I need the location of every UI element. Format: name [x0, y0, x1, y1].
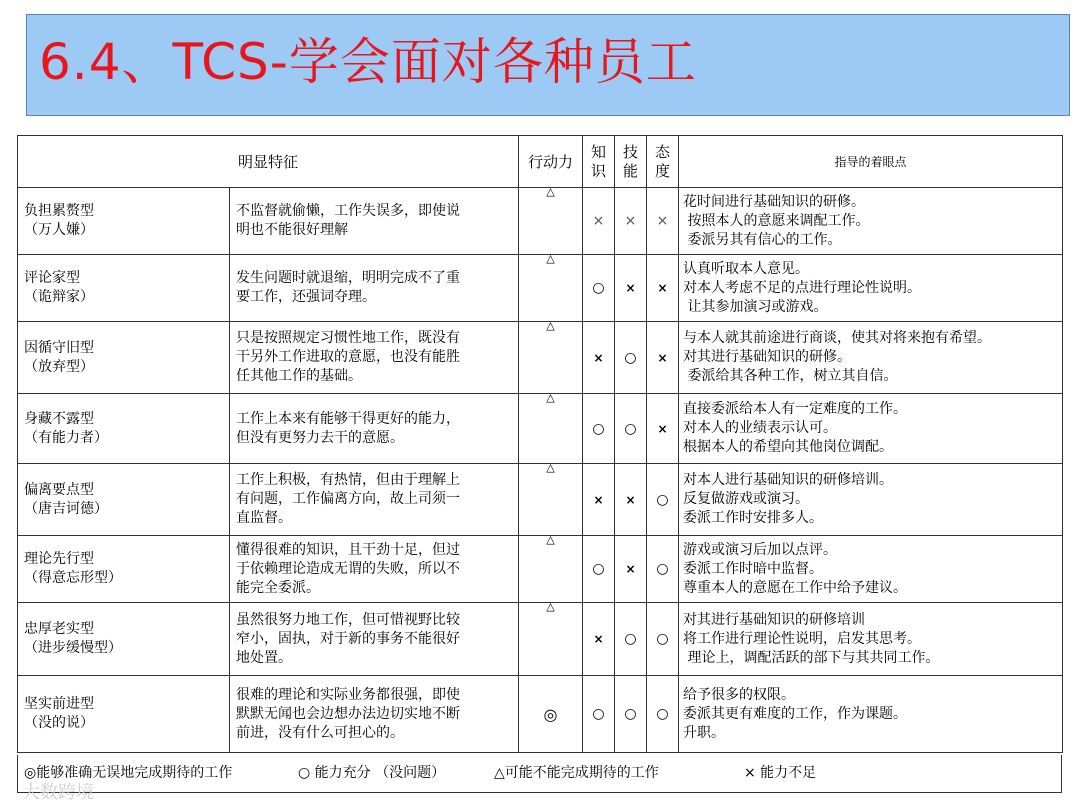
legend-cross: × 能力不足: [744, 765, 817, 781]
table-row: [18, 464, 1063, 536]
header-feature: 明显特征: [18, 136, 519, 188]
guidance-line: 委派工作时暗中监督。: [683, 560, 824, 577]
header-guide: 指导的着眼点: [679, 136, 1063, 188]
employee-type-name: 偏离要点型: [24, 481, 94, 498]
feature-line: 直监督。: [236, 510, 292, 526]
feature-line: 前进，没有什么可担心的。: [236, 724, 404, 741]
table-row: [18, 255, 1063, 322]
employee-type-name: 坚实前进型: [24, 696, 94, 712]
watermark: 大数跨境: [22, 782, 94, 803]
guidance-line: 升职。: [683, 724, 726, 741]
header-knowledge: 知识: [583, 136, 615, 188]
guidance-line: 对本人进行基础知识的研修培训。: [683, 472, 894, 488]
feature-description: [230, 322, 519, 394]
feature-description: [230, 464, 519, 536]
action-mark-cell: [519, 185, 583, 255]
employee-type-alias: （万人嫌）: [24, 222, 94, 238]
legend-circle: ○ 能力充分 （没问题）: [298, 765, 446, 781]
employee-type-cell: [18, 603, 230, 676]
employee-type-name: 身藏不露型: [24, 410, 94, 427]
guidance-line: 委派其更有难度的工作，作为课题。: [683, 705, 908, 722]
feature-line: 发生问题时就退缩，明明完成不了重: [236, 270, 460, 286]
action-mark-cell: [519, 600, 583, 676]
feature-line: 明也不能很好理解: [236, 222, 348, 238]
skill-mark: ○: [615, 322, 647, 394]
action-mark: △: [546, 533, 555, 546]
skill-mark: ○: [615, 676, 647, 753]
feature-line: 默默无闻也会边想办法边切实地不断: [236, 705, 460, 722]
guidance-line: 将工作进行理论性说明，启发其思考。: [683, 630, 922, 647]
action-mark: △: [546, 185, 555, 198]
skill-mark: ○: [615, 603, 647, 676]
feature-line: 虽然很努力地工作，但可惜视野比较: [236, 611, 460, 628]
guidance-line: 根据本人的希望向其他岗位调配。: [683, 439, 894, 455]
knowledge-mark: ×: [583, 603, 615, 676]
knowledge-mark: ○: [583, 536, 615, 603]
action-mark-cell: [519, 252, 583, 322]
header-skill: 技能: [615, 136, 647, 188]
action-mark-cell: [519, 319, 583, 394]
guidance-cell: [679, 394, 1063, 464]
guidance-line: 直接委派给本人有一定难度的工作。: [683, 401, 908, 417]
table-header-row: [18, 136, 1063, 188]
skill-mark: ×: [615, 536, 647, 603]
employee-type-alias: （有能力者）: [24, 429, 108, 446]
employee-type-cell: [18, 676, 230, 753]
feature-line: 很难的理论和实际业务都很强，即使: [236, 686, 460, 703]
employee-type-cell: [18, 255, 230, 322]
legend: [17, 755, 1062, 793]
employee-type-cell: [18, 394, 230, 464]
action-mark: ◎: [543, 704, 558, 724]
guidance-line: 尊重本人的意愿在工作中给予建议。: [683, 579, 908, 596]
action-mark: △: [546, 391, 555, 404]
guidance-line: 理论上，调配活跃的部下与其共同工作。: [683, 649, 940, 666]
table-row: [18, 676, 1063, 753]
action-mark: △: [546, 461, 555, 474]
skill-mark: ×: [615, 188, 647, 255]
table-body: [18, 185, 1063, 753]
employee-type-name: 忠厚老实型: [24, 621, 94, 637]
knowledge-mark: ○: [583, 255, 615, 322]
employee-type-name: 理论先行型: [24, 551, 94, 567]
guidance-cell: [679, 188, 1063, 255]
header-action: 行动力: [519, 136, 583, 188]
feature-description: [230, 676, 519, 753]
guidance-line: 按照本人的意愿来调配工作。: [683, 212, 870, 229]
knowledge-mark: ×: [583, 188, 615, 255]
action-mark-cell: [519, 391, 583, 464]
employee-type-alias: （没的说）: [24, 715, 94, 731]
header-attitude: 态度: [647, 136, 679, 188]
knowledge-mark: ×: [583, 464, 615, 536]
table-row: [18, 322, 1063, 394]
employee-type-alias: （唐吉诃德）: [24, 500, 108, 517]
feature-line: 于依赖理论造成无谓的失败，所以不: [236, 560, 460, 577]
feature-line: 工作上本来有能够干得更好的能力，: [236, 410, 460, 427]
feature-line: 地处置。: [236, 649, 292, 666]
guidance-cell: [679, 255, 1063, 322]
table-row: [18, 394, 1063, 464]
feature-line: 任其他工作的基础。: [236, 368, 362, 384]
feature-description: [230, 188, 519, 255]
skill-mark: ○: [615, 394, 647, 464]
guidance-line: 对其进行基础知识的研修培训: [683, 611, 866, 628]
guidance-line: 认真听取本人意见。: [683, 260, 810, 277]
attitude-mark: ×: [647, 255, 679, 322]
guidance-cell: [679, 603, 1063, 676]
knowledge-mark: ○: [583, 676, 615, 753]
guidance-line: 花时间进行基础知识的研修。: [683, 193, 866, 210]
table-row: [18, 188, 1063, 255]
attitude-mark: ○: [647, 676, 679, 753]
employee-type-alias: （放弃型）: [24, 358, 94, 375]
guidance-line: 反复做游戏或演习。: [683, 491, 810, 507]
attitude-mark: ×: [647, 188, 679, 255]
feature-description: [230, 536, 519, 603]
table-row: [18, 536, 1063, 603]
guidance-line: 与本人就其前途进行商谈，使其对将来抱有希望。: [683, 330, 992, 346]
employee-types-table: [17, 135, 1063, 753]
feature-description: [230, 255, 519, 322]
feature-line: 窄小，固执，对于新的事务不能很好: [236, 630, 460, 647]
guidance-cell: [679, 322, 1063, 394]
guidance-line: 让其参加演习或游戏。: [683, 298, 828, 315]
guidance-cell: [679, 464, 1063, 536]
guidance-line: 对其进行基础知识的研修。: [683, 349, 852, 365]
employee-type-alias: （进步缓慢型）: [24, 640, 122, 656]
action-mark: △: [546, 600, 555, 613]
title-banner: [26, 14, 1070, 116]
feature-line: 工作上积极，有热情，但由于理解上: [236, 472, 460, 488]
action-mark-cell: [519, 676, 583, 753]
attitude-mark: ○: [647, 603, 679, 676]
guidance-cell: [679, 676, 1063, 753]
guidance-line: 给予很多的权限。: [683, 686, 796, 703]
feature-description: [230, 603, 519, 676]
feature-description: [230, 394, 519, 464]
employee-type-cell: [18, 188, 230, 255]
guidance-cell: [679, 536, 1063, 603]
feature-line: 但没有更努力去干的意愿。: [236, 429, 404, 446]
employee-type-name: 负担累赘型: [24, 203, 94, 219]
action-mark-cell: [519, 533, 583, 603]
knowledge-mark: ×: [583, 322, 615, 394]
guidance-line: 委派给其各种工作，树立其自信。: [683, 368, 898, 384]
page-title: 6.4、TCS-学会面对各种员工: [39, 33, 697, 91]
action-mark: △: [546, 319, 555, 332]
feature-line: 要工作，还强词夺理。: [236, 289, 376, 305]
attitude-mark: ×: [647, 322, 679, 394]
employee-type-name: 评论家型: [24, 270, 80, 286]
action-mark: △: [546, 252, 555, 265]
feature-line: 不监督就偷懒，工作失误多，即使说: [236, 203, 460, 219]
guidance-line: 对本人的业绩表示认可。: [683, 420, 838, 436]
guidance-line: 对本人考虑不足的点进行理论性说明。: [683, 279, 922, 296]
guidance-line: 游戏或演习后加以点评。: [683, 541, 838, 558]
employee-type-cell: [18, 322, 230, 394]
feature-line: 有问题，工作偏离方向，故上司须一: [236, 491, 460, 507]
feature-line: 只是按照规定习惯性地工作，既没有: [236, 330, 460, 346]
guidance-line: 委派工作时安排多人。: [683, 510, 824, 526]
legend-double-circle: ◎能够准确无误地完成期待的工作: [24, 765, 233, 781]
skill-mark: ×: [615, 464, 647, 536]
employee-type-alias: （诡辩家）: [24, 289, 94, 305]
attitude-mark: ○: [647, 464, 679, 536]
employee-type-name: 因循守旧型: [24, 339, 94, 356]
employee-type-cell: [18, 464, 230, 536]
feature-line: 懂得很难的知识，且干劲十足，但过: [236, 541, 460, 558]
employee-type-cell: [18, 536, 230, 603]
feature-line: 能完全委派。: [236, 579, 320, 596]
legend-triangle: △可能不能完成期待的工作: [494, 765, 659, 781]
attitude-mark: ○: [647, 536, 679, 603]
skill-mark: ×: [615, 255, 647, 322]
table-row: [18, 603, 1063, 676]
knowledge-mark: ○: [583, 394, 615, 464]
guidance-line: 委派另其有信心的工作。: [683, 231, 842, 248]
action-mark-cell: [519, 461, 583, 536]
attitude-mark: ×: [647, 394, 679, 464]
employee-type-alias: （得意忘形型）: [24, 570, 122, 586]
feature-line: 干另外工作进取的意愿，也没有能胜: [236, 349, 460, 365]
